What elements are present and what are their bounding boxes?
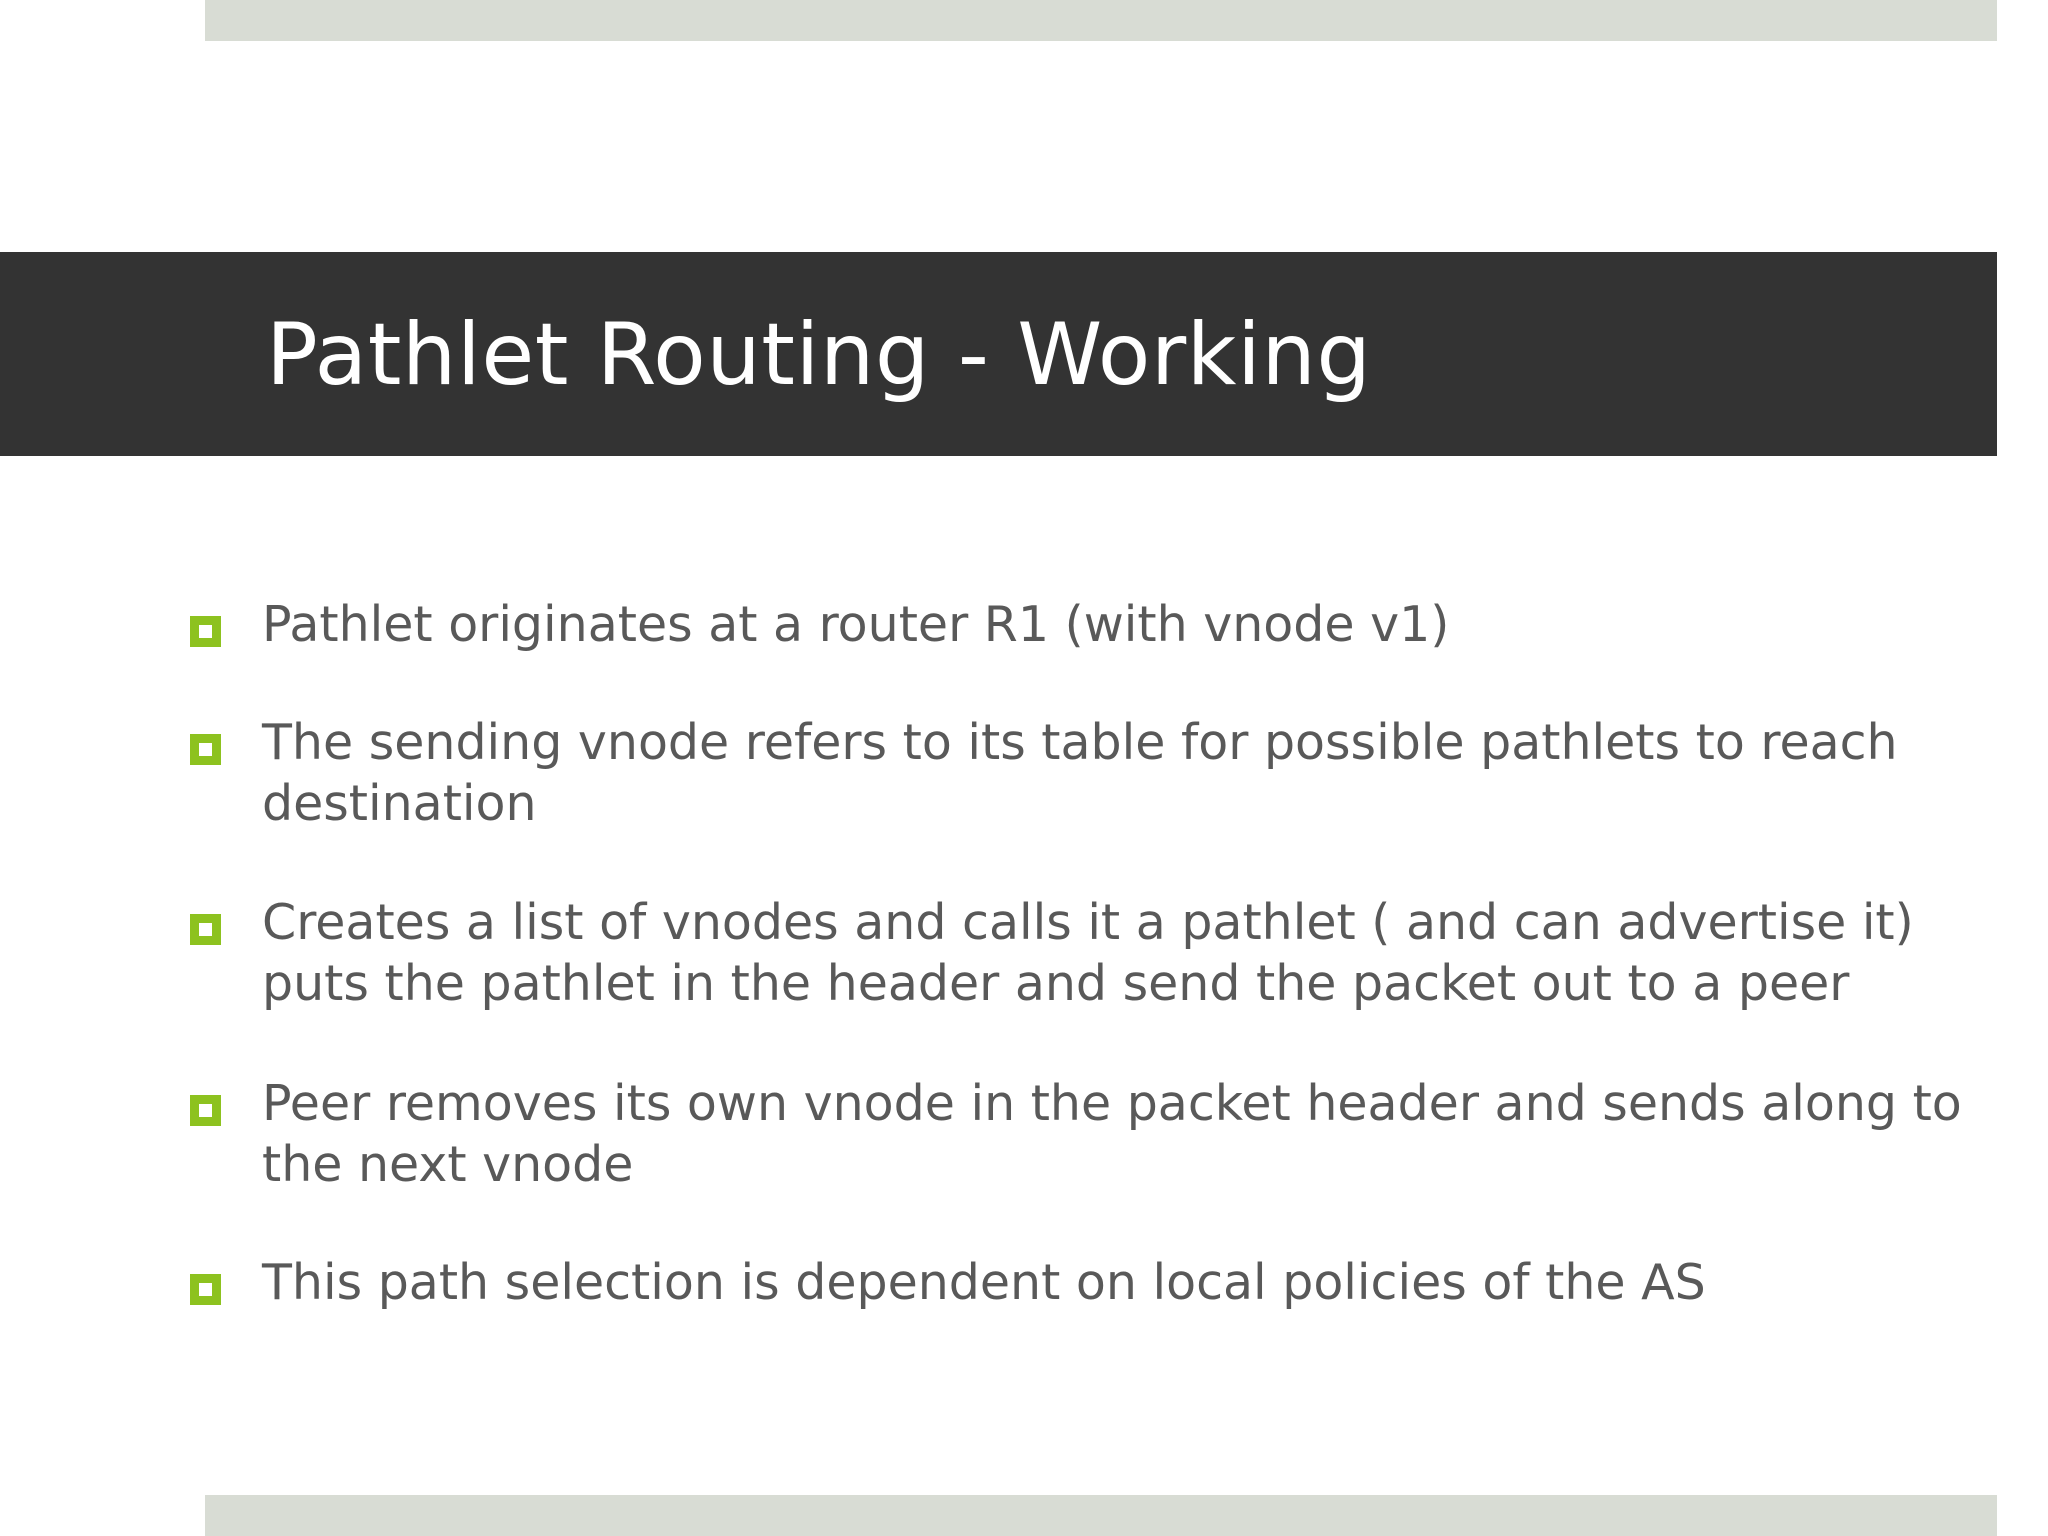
- slide-title: Pathlet Routing - Working: [266, 305, 1372, 405]
- bullet-text: Creates a list of vnodes and calls it a pathlet ( and can advertise it) puts the pathlet in the header and send the packet out to a peer: [262, 894, 1914, 1012]
- hollow-square-bullet-icon: [190, 1274, 221, 1305]
- bullet-text: This path selection is dependent on local policies of the AS: [262, 1254, 1706, 1311]
- hollow-square-bullet-icon: [190, 734, 221, 765]
- bottom-decorative-band: [205, 1495, 1997, 1536]
- bullet-text: The sending vnode refers to its table for possible pathlets to reach destination: [262, 714, 1898, 832]
- hollow-square-bullet-icon: [190, 914, 221, 945]
- hollow-square-bullet-icon: [190, 616, 221, 647]
- hollow-square-bullet-icon: [190, 1095, 221, 1126]
- bullet-text: Pathlet originates at a router R1 (with vnode v1): [262, 596, 1450, 653]
- bullet-text: Peer removes its own vnode in the packet header and sends along to the next vnode: [262, 1075, 1962, 1193]
